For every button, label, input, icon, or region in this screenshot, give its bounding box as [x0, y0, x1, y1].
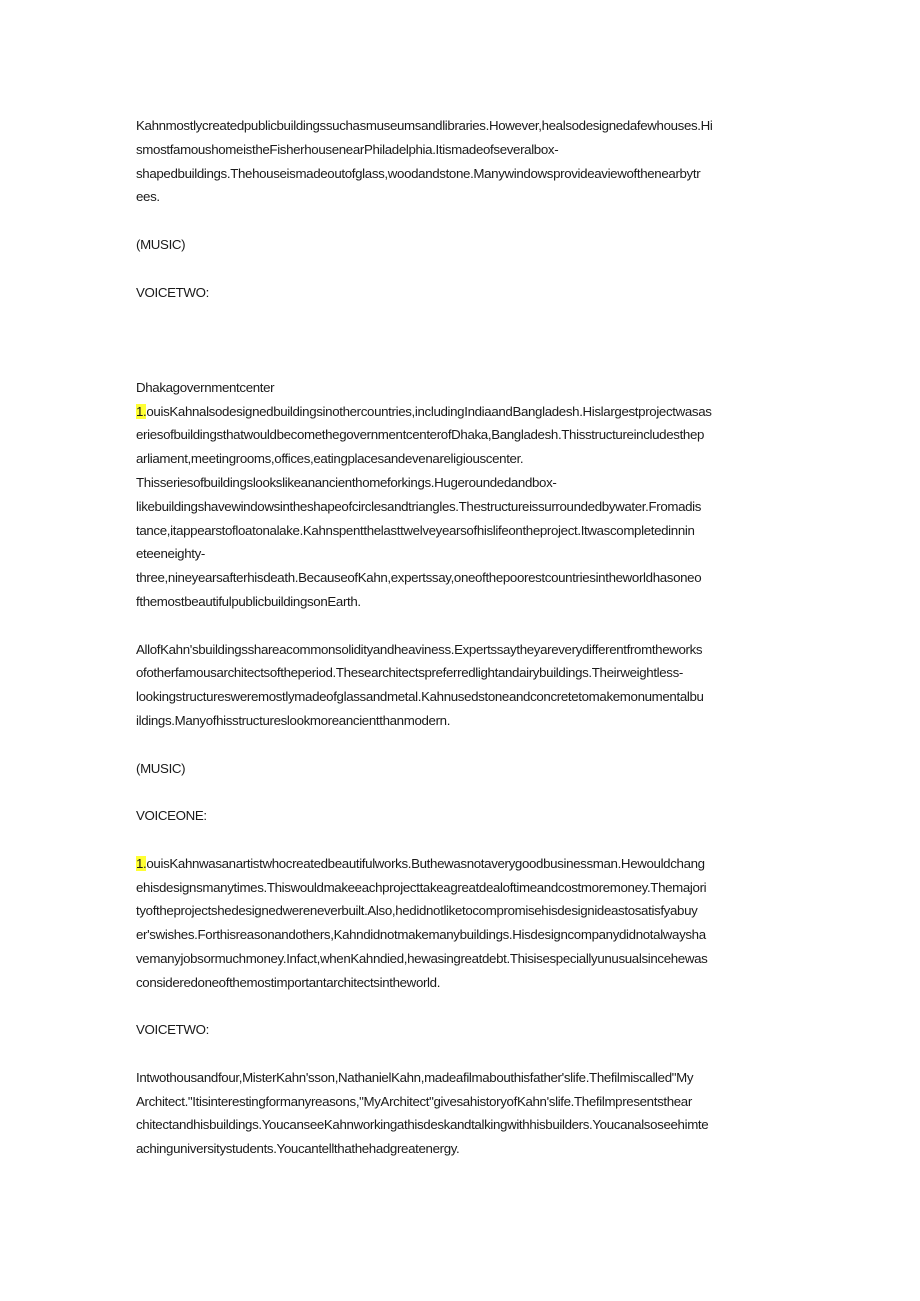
- text-line: Intwothousandfour,MisterKahn'sson,NathanielKahn,madeafilmabouthisfather'slife.Thefilmiscalled"My: [136, 1069, 694, 1085]
- paragraph-solidity: [136, 638, 788, 733]
- speaker-label: VOICEONE:: [136, 808, 207, 824]
- text-line: chitectandhisbuildings.YoucanseeKahnworkingathisdeskandtalkingwithhisbuilders.Youcanalsoseehimte: [136, 1117, 709, 1133]
- text-line: [136, 400, 788, 424]
- text-line: achinguniversitystudents.Youcantellthathehadgreatenergy.: [136, 1141, 460, 1157]
- text-line: consideredoneofthemostimportantarchitectsintheworld.: [136, 974, 441, 990]
- text-line: lookingstructuresweremostlymadeofglassandmetal.Kahnusedstoneandconcretetomakemonumentalbu: [136, 689, 704, 705]
- paragraph-business: [136, 852, 788, 995]
- text-line-content: ouisKahnwasanartistwhocreatedbeautifulworks.Buthewasnotaverygoodbusinessman.Hewouldchang: [146, 855, 705, 871]
- document-page: [136, 114, 788, 1161]
- text-line: arliament,meetingrooms,offices,eatingplacesandevenareligiouscenter.: [136, 451, 524, 467]
- text-line: er'swishes.Forthisreasonandothers,Kahndidnotmakemanybuildings.Hisdesigncompanydidnotalwaysha: [136, 927, 706, 943]
- music-cue: (MUSIC): [136, 760, 186, 776]
- paragraph-film: [136, 1066, 788, 1161]
- section-caption: Dhakagovernmentcenter: [136, 379, 275, 395]
- text-line: shapedbuildings.Thehouseismadeoutofglass,woodandstone.Manywindowsprovideaviewofthenearbytr: [136, 165, 701, 181]
- text-line-content: ouisKahnalsodesignedbuildingsinothercountries,includingIndiaandBangladesh.Hislargestprojectwasas: [146, 403, 712, 419]
- text-line: Architect."Itisinterestingformanyreasons,"MyArchitect"givesahistoryofKahn'slife.Thefilmpresentsthear: [136, 1093, 692, 1109]
- text-line: fthemostbeautifulpublicbuildingsonEarth.: [136, 593, 361, 609]
- text-line: AllofKahn'sbuildingsshareacommonsolidityandheaviness.Expertssaytheyareverydifferentfromtheworks: [136, 641, 703, 657]
- paragraph-dhaka: [136, 376, 788, 614]
- music-cue: (MUSIC): [136, 236, 186, 252]
- speaker-label: VOICETWO:: [136, 1022, 209, 1038]
- text-line: ofotherfamousarchitectsoftheperiod.Thesearchitectspreferredlightandairybuildings.Theirweightless-: [136, 665, 683, 681]
- text-line: tance,itappearstofloatonalake.Kahnspentthelasttwelveyearsofhislifeontheproject.Itwascompletedinnin: [136, 522, 695, 538]
- text-line: Thisseriesofbuildingslookslikeanancienthomeforkings.Hugeroundedandbox-: [136, 474, 557, 490]
- text-line: eteeneighty-: [136, 546, 205, 562]
- text-line: eriesofbuildingsthatwouldbecomethegovernmentcenterofDhaka,Bangladesh.Thisstructureincludesthep: [136, 427, 705, 443]
- highlight-marker: 1.: [136, 403, 147, 419]
- text-line: likebuildingshavewindowsintheshapeofcirclesandtriangles.Thestructureissurroundedbywater.Fromadis: [136, 498, 702, 514]
- text-line: ildings.Manyofhisstructureslookmoreancientthanmodern.: [136, 712, 451, 728]
- text-line: ees.: [136, 189, 160, 205]
- text-line: ehisdesignsmanytimes.Thiswouldmakeeachprojecttakeagreatdealoftimeandcostmoremoney.Themajori: [136, 879, 707, 895]
- text-line: three,nineyearsafterhisdeath.BecauseofKahn,expertssay,oneofthepoorestcountriesintheworldhasoneo: [136, 570, 702, 586]
- highlight-marker: 1.: [136, 855, 147, 871]
- text-line: tyoftheprojectshedesignedwereneverbuilt.Also,hedidnotliketocompromisehisdesignideastosatisfyabuy: [136, 903, 698, 919]
- speaker-label: VOICETWO:: [136, 284, 209, 300]
- text-line: vemanyjobsormuchmoney.Infact,whenKahndied,hewasingreatdebt.Thisisespeciallyunusualsincehewas: [136, 950, 708, 966]
- text-line: smostfamoushomeistheFisherhousenearPhiladelphia.Itismadeofseveralbox-: [136, 141, 559, 157]
- text-line: [136, 852, 788, 876]
- text-line: Kahnmostlycreatedpublicbuildingssuchasmuseumsandlibraries.However,healsodesignedafewhouses.Hi: [136, 118, 713, 133]
- paragraph-fisher-house: [136, 114, 788, 209]
